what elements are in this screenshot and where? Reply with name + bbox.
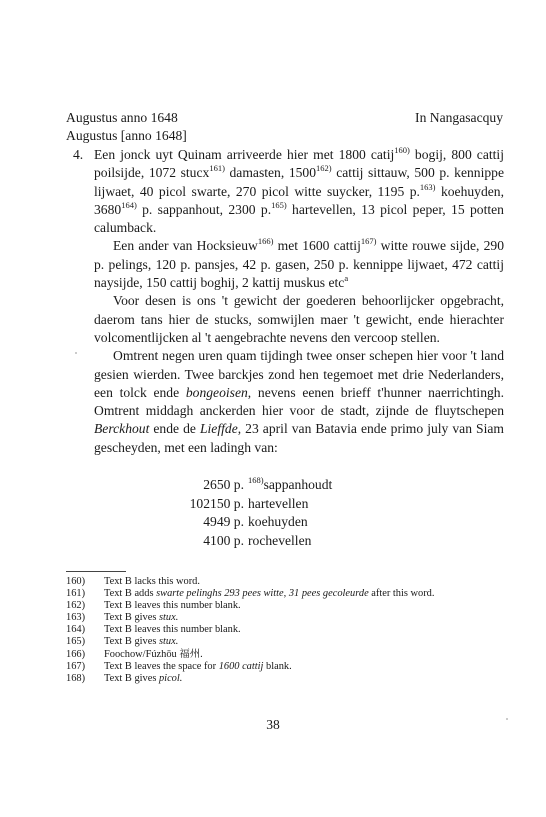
footnote	[66, 673, 506, 685]
paragraph-4	[94, 347, 504, 457]
text-run: Text B adds	[104, 588, 157, 600]
footnote-text	[104, 624, 241, 636]
footnote	[66, 588, 506, 600]
italic-term: bongeoisen	[185, 384, 248, 400]
cargo-qty: 4100 p.	[203, 532, 244, 548]
text-run: Text B leaves this number blank.	[104, 600, 241, 612]
footnote-number: 165)	[66, 636, 86, 648]
footnote-ref: 164)	[121, 199, 137, 210]
footnote-number: 162)	[66, 600, 86, 612]
footnote-ref: 168)	[248, 475, 264, 485]
footnote-ref: 163)	[419, 181, 436, 192]
text-run: Text B gives	[104, 612, 159, 624]
text-run: Omtrent negen uren quam tijdingh twee onser schepen hier voor 't land gesien wierden. Twee barckjes zond hen tegemoet met drie Nederlanders, een tolck ende	[94, 348, 504, 400]
cargo-qty: 102150 p.	[189, 495, 244, 511]
text-run: Een jonck uyt Quinam arriveerde hier met 1800 catij	[94, 147, 395, 162]
cargo-row	[96, 532, 356, 551]
ship-name: Berckhout	[94, 421, 150, 437]
italic-text: stux.	[158, 612, 179, 624]
text-run: Een ander van Hocksieuw	[113, 238, 258, 254]
italic-text: 1600 cattij	[218, 660, 264, 672]
text-run: p. sappanhout, 2300 p.	[136, 201, 272, 217]
italic-text: swarte pelinghs 293 pees witte, 31 pees gecoleurde	[156, 588, 369, 600]
footnote-ref: a	[344, 273, 349, 284]
footnote-number: 161)	[66, 588, 86, 600]
cargo-desc	[248, 476, 332, 495]
footnote-ref: 165)	[271, 199, 287, 210]
cargo-list	[96, 476, 356, 550]
text-run: Foochow/Fúzhōu 福州.	[104, 648, 203, 660]
text-run: Text B lacks this word.	[104, 576, 200, 587]
footnotes	[66, 576, 506, 685]
scan-speck	[75, 352, 77, 354]
text-run: after this word.	[368, 588, 435, 600]
text-run: cattij sittauw, 500 p. kennippe lijwaet, 40 picol swarte, 270 picol witte suycker, 1195 p.	[94, 165, 504, 199]
italic-text: stux.	[158, 636, 179, 648]
footnote-text	[104, 588, 434, 600]
footnote-ref: 160)	[394, 145, 410, 155]
footnote-number: 160)	[66, 576, 86, 587]
footnote-ref: 162)	[316, 163, 332, 174]
running-header-place: In Nangasacquy	[415, 110, 503, 125]
scan-speck	[506, 718, 508, 720]
footnote	[66, 661, 506, 673]
footnote	[66, 624, 506, 636]
ship-name: Lieffde	[199, 421, 238, 437]
text-run: damasten, 1500	[224, 165, 317, 181]
footnote-number: 164)	[66, 624, 86, 636]
text-run: witte rouwe sijde, 290 p. pelings, 120 p. pansjes, 42 p. gasen, 250 p. kennippe lijwaet, 472 cattij naysijde, 150 cattij boghij, 2 kattij muskus etc	[94, 238, 504, 291]
footnote-text	[104, 600, 241, 612]
text-run: , nevens eenen brieff t'hunner naerrichtingh. Omtrent middagh anckerden hier voor de stadt, zijnde de fluytschepen	[94, 384, 504, 419]
footnote-text	[104, 673, 182, 685]
cargo-qty-value: 2650 p.	[203, 477, 244, 492]
italic-text: picol.	[158, 672, 183, 684]
text-run: Text B leaves this number blank.	[104, 624, 241, 636]
footnote-ref: 167)	[360, 236, 377, 247]
cargo-desc: koehuyden	[248, 514, 308, 530]
cargo-qty: 4949 p.	[203, 514, 244, 530]
footnote-ref: 161)	[209, 163, 225, 174]
cargo-desc-text: sappanhoudt	[263, 477, 333, 492]
footnote-number: 166)	[66, 648, 86, 660]
paragraph-2	[94, 237, 504, 292]
footnote	[66, 612, 506, 624]
footnote-separator	[66, 571, 126, 572]
text-run: bogij, 800 cattij poilsijde, 1072 stucx	[94, 147, 504, 181]
text-run: Text B gives	[104, 672, 159, 684]
footnote-ref: 166)	[257, 236, 274, 247]
running-header-date: Augustus anno 1648	[66, 110, 178, 125]
cargo-row	[96, 476, 356, 495]
entry-number: 4.	[73, 147, 84, 162]
text-run: ende de	[149, 421, 200, 437]
paragraph-3: Voor desen is ons 't gewicht der goederen behoorlijcker opgebracht, daerom tans hier de stucks, somwijlen maer 't gewicht, ende hierachter volcomentlijcken al 't aengebrachte nevens den vercoop stellen.	[94, 293, 504, 345]
entry-body	[73, 145, 504, 457]
footnote-text	[104, 649, 203, 661]
footnote-text	[104, 636, 178, 648]
footnote-number: 163)	[66, 612, 86, 624]
entry-date-heading: Augustus [anno 1648]	[66, 128, 187, 143]
cargo-row	[96, 513, 356, 532]
footnote-text	[104, 576, 200, 588]
footnote-number: 168)	[66, 672, 86, 684]
text-run: Text B leaves the space for	[104, 660, 219, 672]
footnote	[66, 649, 506, 661]
text-run: hartevellen, 13 picol peper, 15 potten calumback.	[94, 201, 504, 236]
text-run: blank.	[263, 660, 292, 672]
cargo-desc: rochevellen	[248, 532, 312, 548]
entry-item	[73, 145, 504, 237]
cargo-qty	[96, 476, 244, 495]
paragraph-1	[94, 146, 504, 237]
footnote-number: 167)	[66, 660, 86, 672]
text-run: Text B gives	[104, 636, 159, 648]
text-run: met 1600 cattij	[273, 238, 361, 254]
footnote	[66, 576, 506, 588]
footnote	[66, 600, 506, 612]
text-run: , 23 april van Batavia ende primo july van Siam gescheyden, met een ladingh van:	[94, 421, 504, 455]
text-run: koehuyden, 3680	[94, 183, 504, 217]
cargo-desc: hartevellen	[248, 495, 309, 511]
cargo-row	[96, 495, 356, 514]
footnote-text	[104, 612, 178, 624]
footnote-text	[104, 661, 292, 673]
footnote	[66, 636, 506, 648]
page-number: 38	[266, 717, 280, 732]
